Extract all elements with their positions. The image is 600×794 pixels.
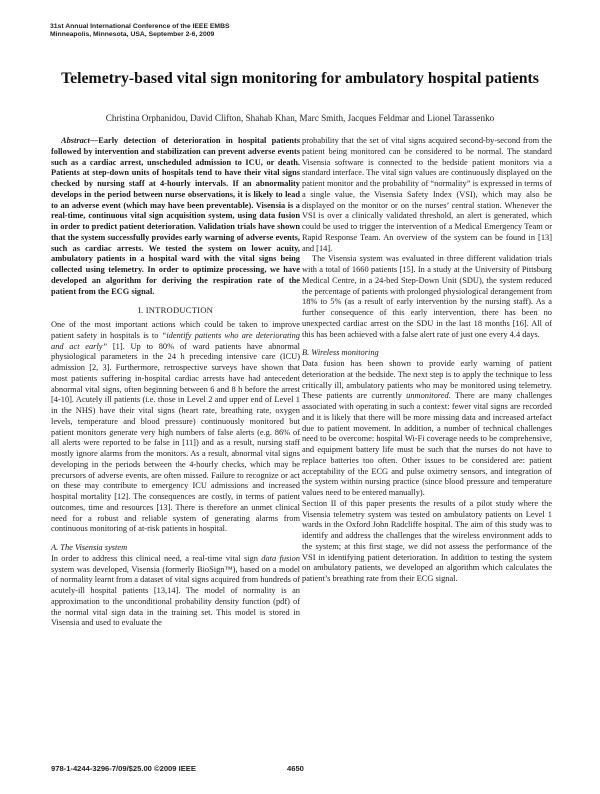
visensia-paragraph [51, 554, 300, 629]
intro-paragraph [51, 320, 300, 535]
validation-paragraph: The Visensia system was evaluated in three different validation trials with a total of 1660 patients [15]. In a study at the University of Pittsburg Medical Centre, in a 24-bed Step-Down Unit (SDU), the system reduced the percentage of patients with prolonged physiological derangement from 18% to 5% (as a result of early intervention by the nursing staff). As a further consequence of this early intervention, there has been no unexpected cardiac arrest on the SDU in the last 18 months [16]. All of this has been achieved with a false alert rate of just one every 4.4 days. [302, 254, 552, 339]
footer-isbn: 978-1-4244-3296-7/09/$25.00 ©2009 IEEE [51, 764, 196, 773]
visensia-emphasis: data fusion [261, 553, 300, 563]
wireless-text-a: Data fusion has been shown to provide early warning of patient deterioration at the bedside. The next step is to apply the technique to less critically ill, ambulatory patients who may be monitored using telemetry. These patients are currently [302, 359, 552, 401]
visensia-text-b: system was developed, Visensia (formerly BioSign™), based on a model of normality learnt from a dataset of vital signs acquired from hundreds of acutely-ill hospital patients [13,14]. The model of normality is an approximation to the unconditional probability density function (pdf) of the normal vital sign data in the training set. This model is stored in Visensia and used to evaluate the [51, 564, 300, 628]
intro-quote: “identify patients who are deteriorating and act early” [51, 330, 300, 351]
left-column [51, 136, 300, 629]
abstract [51, 136, 300, 297]
wireless-paragraph [302, 359, 552, 499]
conference-line-2: Minneapolis, Minnesota, USA, September 2-6, 2009 [50, 31, 215, 39]
visensia-continued-paragraph: probability that the set of vital signs acquired second-by-second from the patient being monitored can be considered to be normal. The standard Visensia software is connected to the bedside patient monitors via a standard interface. The vital sign values are continuously displayed on the patient monitor and the probability of “normality” is expressed in terms of a single value, the Visensia Safety Index (VSI), which may also be displayed on the monitor or on the nurses’ central station. Whenever the VSI is over a clinically validated threshold, an alert is generated, which could be used to trigger the intervention of a Medical Emergency Team or Rapid Response Team. An overview of the system can be found in [13] and [14]. [302, 136, 552, 253]
conference-header [50, 23, 230, 40]
abstract-text: —Early detection of deterioration in hospital patients followed by intervention and stabilization can prevent adverse events such as a cardiac arrest, unscheduled admission to ICU, or death. Patients at step-down units of hospitals tend to have their vital signs checked by nursing staff at 4-hourly intervals. If an abnormality develops in the period between nurse observations, it is likely to lead to an adverse event (which may have been preventable). Visensia is a real-time, continuous vital sign acquisition system, using data fusion in order to predict patient deterioration. Validation trials have shown that the system successfully provides early warning of adverse events, such as cardiac arrests. We tested the system on lower acuity, ambulatory patients in a hospital ward with the vital signs being collected using telemetry. In order to optimize processing, we have developed an algorithm for deriving the respiration rate of the patient from the ECG signal. [51, 136, 300, 296]
wireless-emphasis: unmonitored [406, 391, 449, 401]
page-number: 4650 [287, 764, 304, 773]
pilot-study-paragraph: Section II of this paper presents the results of a pilot study where the Visensia telemetry system was tested on ambulatory patients on Level 1 wards in the Oxford John Radcliffe hospital. The aim of this study was to identify and address the challenges that the wireless environment adds to the system; at this first stage, we did not assess the performance of the VSI in identifying patient deterioration. In addition to testing the system on ambulatory patients, we developed an algorithm which calculates the patient’s breathing rate from their ECG signal. [302, 498, 552, 583]
conference-line-1: 31st Annual International Conference of the IEEE EMBS [50, 23, 230, 30]
intro-text-a: One of the most important actions which could be taken to improve patient safety in hospitals is to [51, 320, 300, 340]
abstract-label: Abstract [61, 136, 90, 145]
visensia-text-a: In order to address this clinical need, a real-time vital sign [51, 553, 262, 563]
subsection-heading-visensia: A. The Visensia system [51, 543, 128, 552]
intro-text-b: [1]. Up to 80% of ward patients have abnormal physiological parameters in the 24 h preceding intensive care (ICU) admission [2, 3]. Furthermore, retrospective surveys have shown that most patients suffering in-hospital cardiac arrests have had antecedent abnormal vital signs, often beginning between 6 and 8 h before the arrest [4-10]. Acutely ill patients (i.e. those in Level 2 and upper end of Level 1 in the NHS) have their vital signs (heart rate, breathing rate, oxygen levels, temperature and blood pressure) continuously monitored but patient monitors generate very high numbers of false alerts (e.g. 86% of all alerts were reported to be false in [11]) and as a result, nursing staff mostly ignore alarms from the monitors. As a result, abnormal vital signs developing in the periods between the 4-hourly checks, which may be precursors of adverse events, are often missed. Failure to recognize or act on these may contribute to emergency ICU admissions and increased hospital mortality [12]. The consequences are costly, in terms of patient outcomes, time and resources [13]. There is therefore an unmet clinical need for a robust and reliable system of generating alarms from continuous monitoring of at-risk patients in hospital. [51, 341, 300, 534]
author-list: Christina Orphanidou, David Clifton, Shahab Khan, Marc Smith, Jacques Feldmar and Lionel Tarassenko [105, 113, 495, 123]
paper-title: Telemetry-based vital sign monitoring for ambulatory hospital patients [61, 70, 539, 87]
right-column [302, 136, 552, 585]
subsection-heading-wireless: B. Wireless monitoring [302, 348, 379, 358]
section-heading-introduction: I. INTRODUCTION [137, 305, 214, 316]
wireless-text-b: . There are many challenges associated with operating in such a context: fewer vital signs are recorded and it is likely that there will be more missing data and increased artefact due to patient movement. In addition, a number of technical challenges need to be overcome: hospital Wi-Fi coverage needs to be comprehensive, and equipment battery life must be such that the nurses do not have to replace batteries too often. Other issues to be considered are: patient acceptability of the ECG and pulse oximetry sensors, and integration of the system within nursing practice (since blood pressure and temperature values need to be entered manually). [302, 391, 552, 497]
